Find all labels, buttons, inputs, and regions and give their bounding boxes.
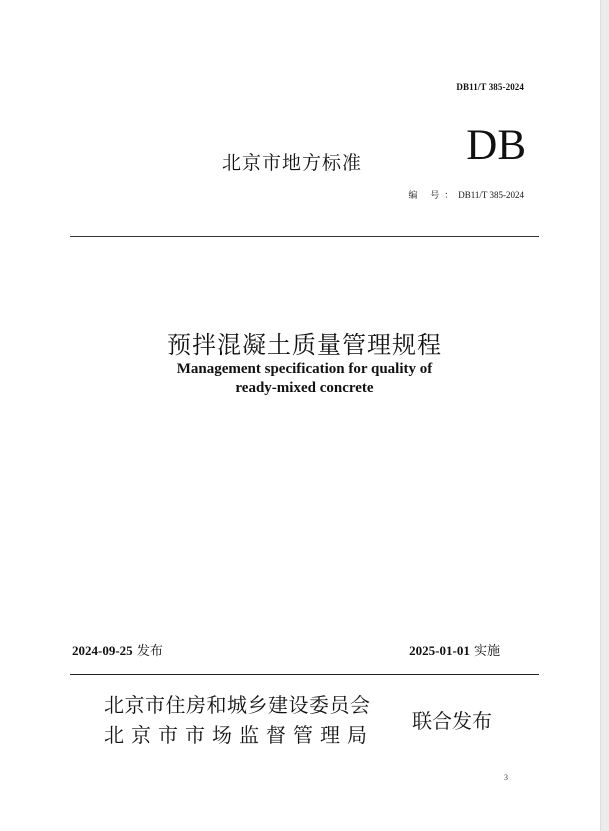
issuer-market-regulation: 北京市市场监督管理局 — [104, 723, 374, 747]
issue-date — [72, 640, 163, 659]
title-english-line-2: ready-mixed concrete — [235, 380, 374, 396]
title-english-line-1: Management specification for quality of — [176, 361, 433, 377]
standard-code-top: DB11/T 385-2024 — [456, 82, 524, 92]
issuing-authorities — [104, 690, 374, 750]
standard-number-label: 编 号： — [408, 191, 459, 201]
footer-divider — [70, 674, 539, 675]
implementation-date-label: 实施 — [473, 644, 500, 659]
joint-issue-label: 联合发布 — [412, 709, 492, 733]
standard-number-value: DB11/T 385-2024 — [458, 190, 524, 200]
scrollbar[interactable] — [600, 0, 609, 831]
implementation-date-value: 2025-01-01 — [409, 643, 470, 658]
issue-date-value: 2024-09-25 — [72, 643, 133, 658]
standard-number — [408, 188, 524, 201]
title-english — [0, 360, 609, 398]
implementation-date — [409, 640, 500, 659]
page-number: 3 — [504, 773, 508, 782]
header-divider — [70, 236, 539, 237]
issuer-title: 北京市地方标准 — [222, 152, 363, 174]
title-chinese: 预拌混凝土质量管理规程 — [167, 331, 442, 359]
db-mark: DB — [466, 122, 526, 169]
issue-date-label: 发布 — [136, 644, 163, 659]
issuer-housing-commission: 北京市住房和城乡建设委员会 — [104, 693, 371, 717]
